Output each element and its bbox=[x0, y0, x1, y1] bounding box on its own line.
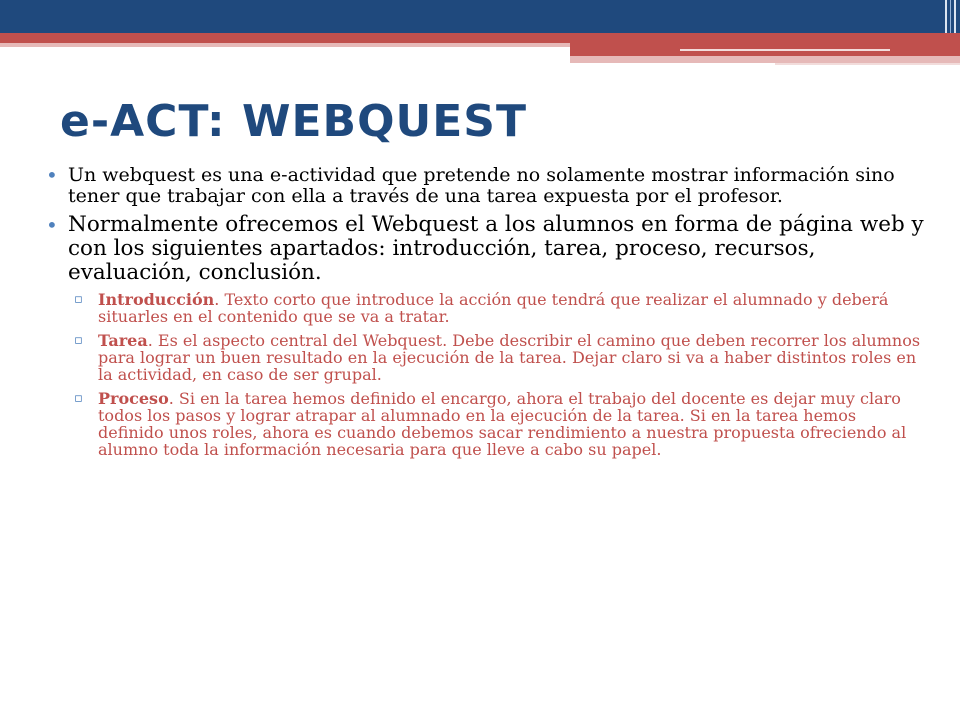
subbullet-proceso bbox=[46, 390, 926, 458]
subbullet-term: Proceso bbox=[98, 389, 169, 408]
subbullet-icon: ▫ bbox=[74, 391, 83, 406]
subbullet-icon: ▫ bbox=[74, 333, 83, 348]
header-band-right-pink bbox=[570, 56, 960, 63]
slide-content bbox=[46, 165, 926, 465]
header-band-accent-line bbox=[680, 49, 890, 51]
subbullet-text: . Si en la tarea hemos definido el encargo, ahora el trabajo del docente es dejar muy claro todos los pasos y lograr atrapar al alumnado en la ejecución de la tarea. Si en la tarea hemos definido unos roles, ahora es cuando debemos sacar rendimiento a nuestra propuesta ofreciendo al alumno toda la información necesaria para que lleve a cabo su papel. bbox=[98, 389, 907, 459]
header-band-accent-line-2 bbox=[775, 63, 960, 65]
header-vertical-lines bbox=[945, 0, 956, 33]
bullet-icon: • bbox=[46, 213, 58, 237]
subbullet-term: Tarea bbox=[98, 331, 148, 350]
slide-title: e-ACT: WEBQUEST bbox=[60, 96, 527, 147]
bullet-text: Normalmente ofrecemos el Webquest a los alumnos en forma de página web y con los siguientes apartados: introducción, tarea, proceso, recursos, evaluación, conclusión. bbox=[68, 212, 924, 285]
bullet-item-1 bbox=[46, 165, 926, 207]
subbullet-icon: ▫ bbox=[74, 292, 83, 307]
subbullet-text: . Es el aspecto central del Webquest. Debe describir el camino que deben recorrer los alumnos para lograr un buen resultado en la ejecución de la tarea. Dejar claro si va a haber distintos roles en la actividad, en caso de ser grupal. bbox=[98, 331, 921, 384]
header-band-red bbox=[0, 33, 960, 43]
bullet-item-2 bbox=[46, 213, 926, 285]
header-band-blue bbox=[0, 0, 960, 33]
bullet-icon: • bbox=[46, 163, 58, 187]
subbullet-tarea bbox=[46, 332, 926, 383]
subbullet-introduccion bbox=[46, 291, 926, 325]
subbullet-term: Introducción bbox=[98, 290, 215, 309]
subbullet-text: . Texto corto que introduce la acción que tendrá que realizar el alumnado y deberá situarles en el contenido que se va a tratar. bbox=[98, 290, 889, 326]
bullet-text: Un webquest es una e-actividad que pretende no solamente mostrar información sino tener que trabajar con ella a través de una tarea expuesta por el profesor. bbox=[68, 164, 895, 207]
